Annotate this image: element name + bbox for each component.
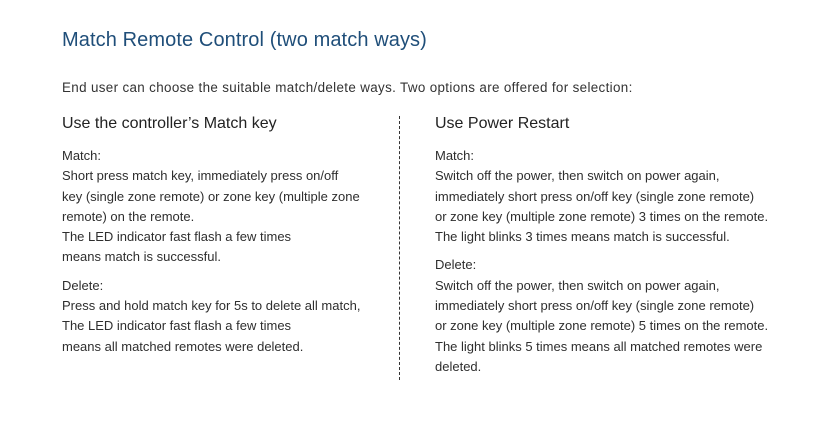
match-label: Match: bbox=[435, 148, 475, 163]
column-heading-controller-match-key: Use the controller’s Match key bbox=[62, 115, 277, 132]
column-divider bbox=[399, 116, 400, 380]
instruction-line: or zone key (multiple zone remote) 3 times on the remote. bbox=[435, 208, 769, 224]
delete-label: Delete: bbox=[435, 257, 477, 273]
instruction-line: Short press match key, immediately press on/off bbox=[62, 168, 339, 184]
instruction-line: The light blinks 5 times means all matched remotes were bbox=[435, 338, 763, 354]
instruction-line: means match is successful. bbox=[62, 249, 221, 265]
left-match-instructions bbox=[62, 146, 392, 268]
column-heading-power-restart: Use Power Restart bbox=[435, 115, 570, 132]
instruction-line: deleted. bbox=[435, 358, 482, 374]
power-restart-column bbox=[435, 114, 805, 377]
instruction-line: The light blinks 3 times means match is successful. bbox=[435, 229, 730, 245]
instruction-line: immediately short press on/off key (single zone remote) bbox=[435, 188, 755, 204]
left-delete-instructions bbox=[62, 276, 392, 357]
instruction-line: Switch off the power, then switch on power again, bbox=[435, 168, 720, 184]
right-match-instructions bbox=[435, 146, 805, 247]
instruction-line: Press and hold match key for 5s to delete all match, bbox=[62, 298, 361, 314]
instruction-line: The LED indicator fast flash a few times bbox=[62, 229, 292, 245]
intro-text: End user can choose the suitable match/delete ways. Two options are offered for selection: bbox=[62, 80, 633, 95]
instruction-line: or zone key (multiple zone remote) 5 times on the remote. bbox=[435, 318, 769, 334]
instruction-line: key (single zone remote) or zone key (multiple zone bbox=[62, 188, 360, 204]
page-title: Match Remote Control (two match ways) bbox=[62, 29, 427, 51]
instruction-line: remote) on the remote. bbox=[62, 208, 195, 224]
instruction-line: means all matched remotes were deleted. bbox=[62, 338, 304, 354]
instruction-line: Switch off the power, then switch on power again, bbox=[435, 277, 720, 293]
right-delete-instructions bbox=[435, 255, 805, 377]
delete-label: Delete: bbox=[62, 277, 104, 293]
controller-match-key-column bbox=[62, 114, 392, 357]
instruction-line: immediately short press on/off key (single zone remote) bbox=[435, 298, 755, 314]
match-label: Match: bbox=[62, 148, 102, 163]
instruction-line: The LED indicator fast flash a few times bbox=[62, 318, 292, 334]
